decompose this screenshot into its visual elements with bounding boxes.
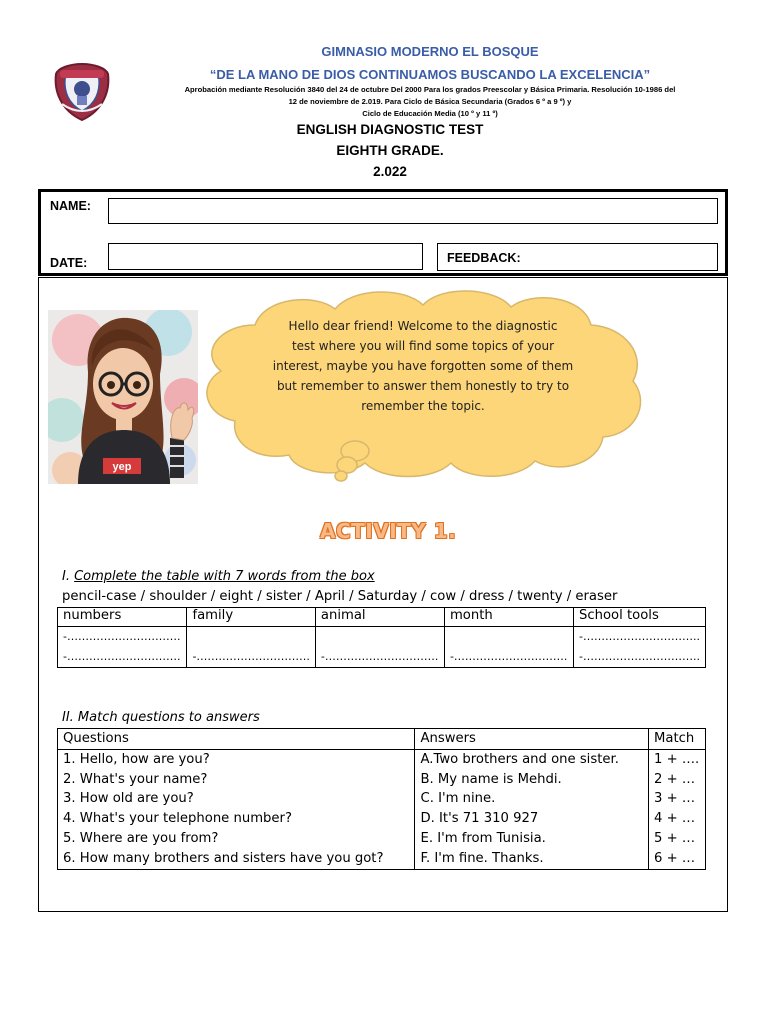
match-blank[interactable]: 6 + …: [649, 849, 706, 869]
welcome-line-3: interest, maybe you have forgotten some of them: [272, 359, 574, 373]
answer-cell-month[interactable]: [444, 627, 573, 668]
answer: B. My name is Mehdi.: [415, 770, 649, 790]
question: 2. What's your name?: [58, 770, 415, 790]
welcome-line-2: test where you will find some topics of your: [291, 339, 555, 353]
match-blank[interactable]: 2 + …: [649, 770, 706, 790]
avatar-illustration: [48, 310, 198, 484]
match-blank[interactable]: 4 + …: [649, 809, 706, 829]
question: 3. How old are you?: [58, 789, 415, 809]
blank-line: -………………………….: [320, 650, 439, 663]
avatar-shirt-text: yep: [112, 461, 132, 473]
question: 6. How many brothers and sisters have you got?: [58, 849, 415, 869]
col-month: month: [444, 608, 573, 627]
col-family: family: [187, 608, 315, 627]
date-field[interactable]: [108, 243, 423, 270]
school-name: GIMNASIO MODERNO EL BOSQUE: [321, 44, 539, 59]
match-header-row: [58, 729, 706, 750]
name-field[interactable]: [108, 198, 718, 224]
match-row: [58, 789, 706, 809]
blank-line: [450, 627, 568, 647]
match-table: [57, 728, 706, 870]
blank-line: -………………………….: [192, 650, 310, 663]
grade-title: EIGHTH GRADE.: [336, 143, 444, 158]
match-blank[interactable]: 1 + ….: [649, 749, 706, 769]
question: 4. What's your telephone number?: [58, 809, 415, 829]
word-box: pencil-case / shoulder / eight / sister / April / Saturday / cow / dress / twenty / eraser: [62, 589, 618, 604]
match-row: [58, 749, 706, 769]
welcome-message: [258, 316, 588, 416]
welcome-line-4: but remember to answer them honestly to try to: [276, 379, 570, 393]
col-numbers: numbers: [58, 608, 187, 627]
question: 5. Where are you from?: [58, 829, 415, 849]
section-1-instruction: [62, 569, 375, 584]
resolution-line-3: Ciclo de Educación Media (10 º y 11 º): [362, 109, 498, 118]
answer: A.Two brothers and one sister.: [415, 749, 649, 769]
school-motto: “DE LA MANO DE DIOS CONTINUAMOS BUSCANDO LA EXCELENCIA”: [209, 67, 651, 82]
resolution-line-2: 12 de noviembre de 2.019. Para Ciclo de Básica Secundaria (Grados 6 º a 9 º) y: [288, 97, 572, 106]
header-answers: Answers: [415, 729, 649, 750]
match-blank[interactable]: 5 + …: [649, 829, 706, 849]
year-title: 2.022: [373, 164, 407, 179]
blank-line: -………………………….: [63, 630, 181, 643]
resolution-line-1: Aprobación mediante Resolución 3840 del 24 de octubre Del 2000 Para los grados Preescolar y Básica Primaria. Resolución 10-1986 del: [184, 85, 676, 94]
answer: C. I'm nine.: [415, 789, 649, 809]
teacher-avatar: [48, 310, 198, 484]
match-row: [58, 809, 706, 829]
welcome-line-5: remember the topic.: [361, 399, 485, 413]
feedback-label: FEEDBACK:: [447, 251, 521, 265]
answer-cell-school-tools[interactable]: [574, 627, 706, 668]
blank-line: [192, 627, 309, 647]
col-school-tools: School tools: [574, 608, 706, 627]
welcome-line-1: Hello dear friend! Welcome to the diagnostic: [288, 319, 558, 333]
section-2-instruction: II. Match questions to answers: [62, 710, 260, 725]
match-blank[interactable]: 3 + …: [649, 789, 706, 809]
answer-cell-family[interactable]: [187, 627, 315, 668]
header-questions: Questions: [58, 729, 415, 750]
date-label: DATE:: [50, 256, 88, 270]
resolution-text: [130, 84, 730, 120]
match-row: [58, 849, 706, 869]
vocabulary-answer-row: [58, 627, 706, 668]
section-1-text: Complete the table with 7 words from the box: [74, 569, 375, 584]
activity-title: ACTIVITY 1.: [320, 519, 457, 543]
vocabulary-header-row: [58, 608, 706, 627]
blank-line: -………………………….: [63, 650, 181, 663]
match-row: [58, 770, 706, 790]
answer: E. I'm from Tunisia.: [415, 829, 649, 849]
answer: D. It's 71 310 927: [415, 809, 649, 829]
test-title: ENGLISH DIAGNOSTIC TEST: [296, 122, 484, 137]
match-row: [58, 829, 706, 849]
blank-line: -………………………….: [449, 650, 568, 663]
answer-cell-numbers[interactable]: [58, 627, 187, 668]
section-1-numeral: I.: [62, 569, 70, 584]
vocabulary-table: [57, 607, 706, 668]
col-animal: animal: [315, 608, 444, 627]
header-match: Match: [649, 729, 706, 750]
answer-cell-animal[interactable]: [315, 627, 444, 668]
blank-line: -…………………………..: [579, 650, 700, 663]
name-label: NAME:: [50, 199, 91, 213]
question: 1. Hello, how are you?: [58, 749, 415, 769]
blank-line: [321, 627, 439, 647]
answer: F. I'm fine. Thanks.: [415, 849, 649, 869]
blank-line: -…………………………..: [579, 630, 700, 643]
